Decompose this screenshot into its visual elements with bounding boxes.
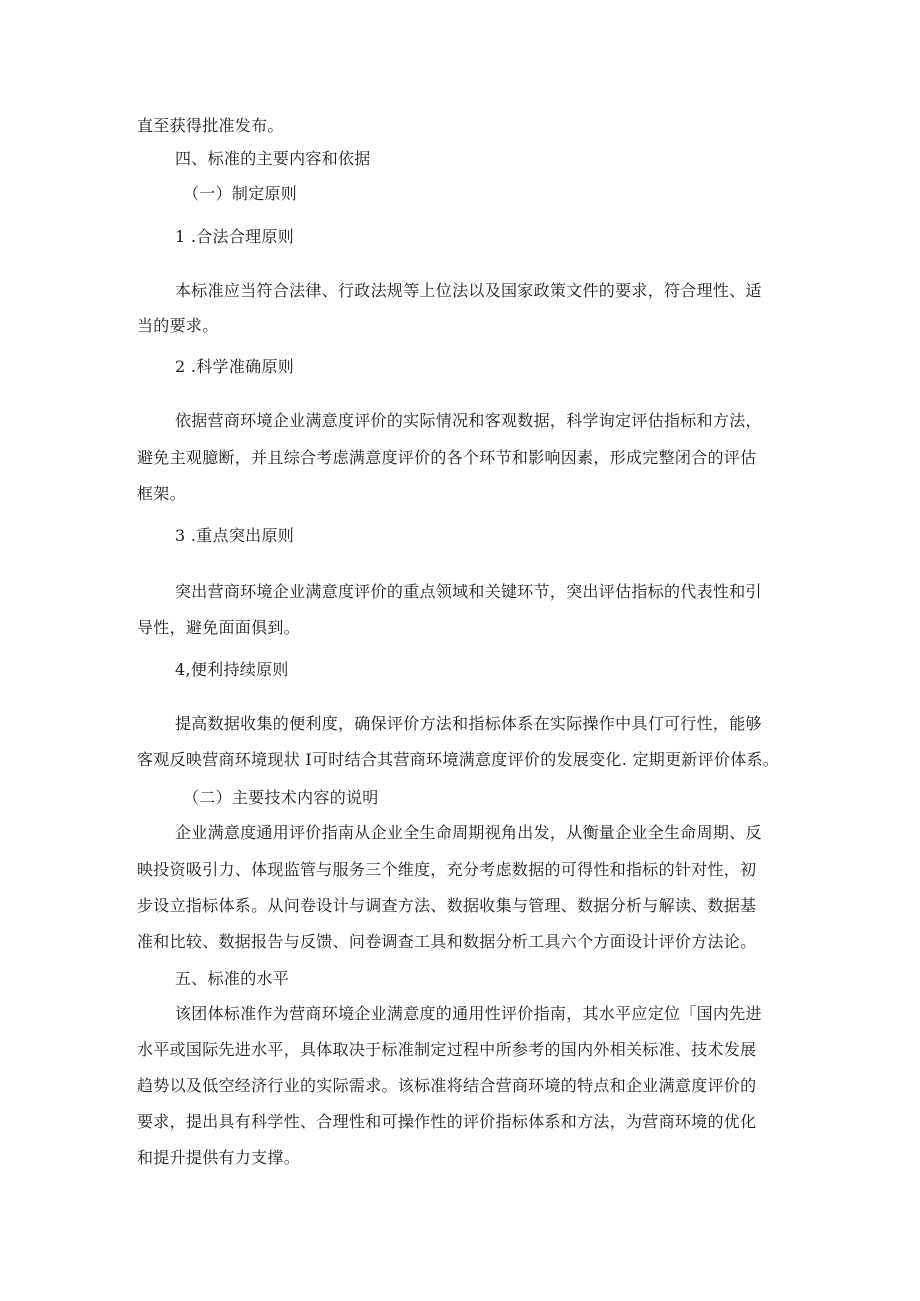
principle-1-title: 1 .合法合理原则: [175, 227, 295, 246]
principle-3-line-1: 突出营商环境企业满意度评价的重点领域和关键环节，突出评估指标的代表性和引: [175, 582, 762, 601]
principle-2-line-1: 依据营商环境企业满意度评价的实际情况和客观数据，科学询定评估指标和方法，: [175, 411, 762, 430]
section-four-heading: 四、标准的主要内容和依据: [175, 149, 371, 168]
principle-3-title: 3 .重点突出原则: [175, 526, 295, 545]
section-five-line-3: 趋势以及低空经济行业的实际需求。该标准将结合营商环境的特点和企业满意度评价的: [137, 1076, 757, 1095]
section-five-line-1: 该团体标准作为营商环境企业满意度的通用性评价指南，其水平应定位「国内先进: [175, 1004, 762, 1023]
subsection-two-heading: （二）主要技术内容的说明: [183, 788, 379, 807]
principle-2-line-2: 避免主观臆断，并且综合考虑满意度评价的各个环节和影响因素，形成完整闭合的评估: [137, 448, 757, 467]
subsection-two-line-2: 映投资吸引力、体现监管与服务三个维度，充分考虑数据的可得性和指标的针对性，初: [137, 860, 757, 879]
section-five-line-5: 和提升提供有力支撑。: [137, 1148, 301, 1167]
section-five-line-4: 要求，提出具有科学性、合理性和可操作性的评价指标体系和方法，为营商环境的优化: [137, 1112, 757, 1131]
principle-4-line-2: 客观反映营商环境现状 I可时结合其营商环境满意度评价的发展变化. 定期更新评价体系。: [137, 750, 780, 769]
subsection-two-line-1: 企业满意度通用评价指南从企业全生命周期视角出发，从衡量企业全生命周期、反: [175, 823, 762, 842]
principle-4-line-1: 提高数据收集的便利度，确保评价方法和指标体系在实际操作中具仃可行性，能够: [175, 714, 762, 733]
principle-3-line-2: 导性，避免面面俱到。: [137, 618, 301, 637]
principle-1-line-1: 本标准应当符合法律、行政法规等上位法以及国家政策文件的要求，符合理性、适: [175, 281, 762, 300]
principle-4-title: 4,便利持续原则: [175, 660, 289, 679]
principle-2-line-3: 框架。: [137, 484, 186, 503]
principle-1-line-2: 当的要求。: [137, 316, 219, 335]
subsection-one-heading: （一）制定原则: [183, 184, 298, 203]
subsection-two-line-3: 步设立指标体系。从问卷设计与调查方法、数据收集与管理、数据分析与解读、数据基: [137, 896, 757, 915]
intro-tail: 直至获得批准发布。: [137, 116, 284, 135]
section-five-heading: 五、标准的水平: [175, 969, 290, 988]
principle-2-title: 2 .科学准确原则: [175, 357, 295, 376]
subsection-two-line-4: 准和比较、数据报告与反馈、问卷调查工具和数据分析工具六个方面设计评价方法论。: [137, 932, 757, 951]
section-five-line-2: 水平或国际先进水平，具体取决于标准制定过程中所参考的国内外相关标准、技术发展: [137, 1040, 757, 1059]
